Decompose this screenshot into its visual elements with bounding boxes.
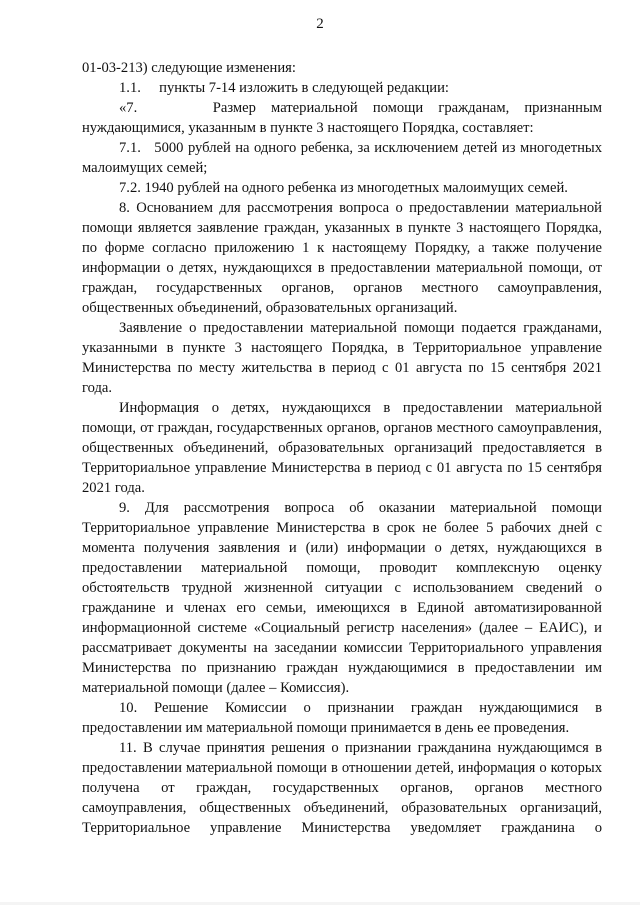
paragraph-item-7-2: 7.2. 1940 рублей на одного ребенка из многодетных малоимущих семей.	[119, 180, 568, 196]
paragraph-item-10: 10. Решение Комиссии о признании граждан нуждающимися в предоставлении им материальной помощи принимается в день ее проведения.	[82, 700, 602, 736]
paragraph-continuation: 01-03-213) следующие изменения:	[82, 60, 296, 76]
paragraph-item-7: «7. Размер материальной помощи гражданам, признанным нуждающимися, указанным в пункте 3 настоящего Порядка, составляет:	[82, 100, 602, 136]
paragraph-information: Информация о детях, нуждающихся в предоставлении материальной помощи, от граждан, государственных органов, органов местного самоуправления, общественных объединений, образовательных организаций предоставляется в Территориальное управление Министерства в период с 01 августа по 15 сентября 2021 года.	[82, 400, 602, 496]
paragraph-item-1-1: 1.1. пункты 7-14 изложить в следующей редакции:	[119, 80, 449, 96]
paragraph-item-9: 9. Для рассмотрения вопроса об оказании материальной помощи Территориальное управление Министерства в срок не более 5 рабочих дней с момента получения заявления и (или) информации о детях, нуждающихся в предоставлении материальной помощи, проводит комплексную оценку обстоятельств трудной жизненной ситуации с использованием сведений о гражданине и членах его семьи, имеющихся в Единой автоматизированной информационной системе «Социальный регистр населения» (далее – ЕАИС), и рассматривает документы на заседании комиссии Территориального управления Министерства по признанию граждан нуждающимися в предоставлении им материальной помощи (далее – Комиссия).	[82, 500, 602, 696]
paragraph-item-7-1: 7.1. 5000 рублей на одного ребенка, за исключением детей из многодетных малоимущих семей;	[82, 140, 602, 176]
page-number: 2	[316, 16, 324, 32]
paragraph-item-11: 11. В случае принятия решения о признании гражданина нуждающимся в предоставлении материальной помощи в отношении детей, информация о которых получена от граждан, государственных органов, органов местного самоуправления, общественных объединений, образовательных организаций, Территориальное управление Министерства уведомляет гражданина о	[82, 740, 602, 836]
paragraph-application: Заявление о предоставлении материальной помощи подается гражданами, указанными в пункте 3 настоящего Порядка, в Территориальное управление Министерства по месту жительства в период с 01 августа по 15 сентября 2021 года.	[82, 320, 602, 396]
document-body	[82, 58, 602, 838]
paragraph-item-8: 8. Основанием для рассмотрения вопроса о предоставлении материальной помощи является заявление граждан, указанных в пункте 3 настоящего Порядка, по форме согласно приложению 1 к настоящему Порядку, а также получение информации о детях, нуждающихся в предоставлении материальной помощи, от граждан, государственных органов, органов местного самоуправления, общественных объединений, образовательных организаций.	[82, 200, 602, 316]
